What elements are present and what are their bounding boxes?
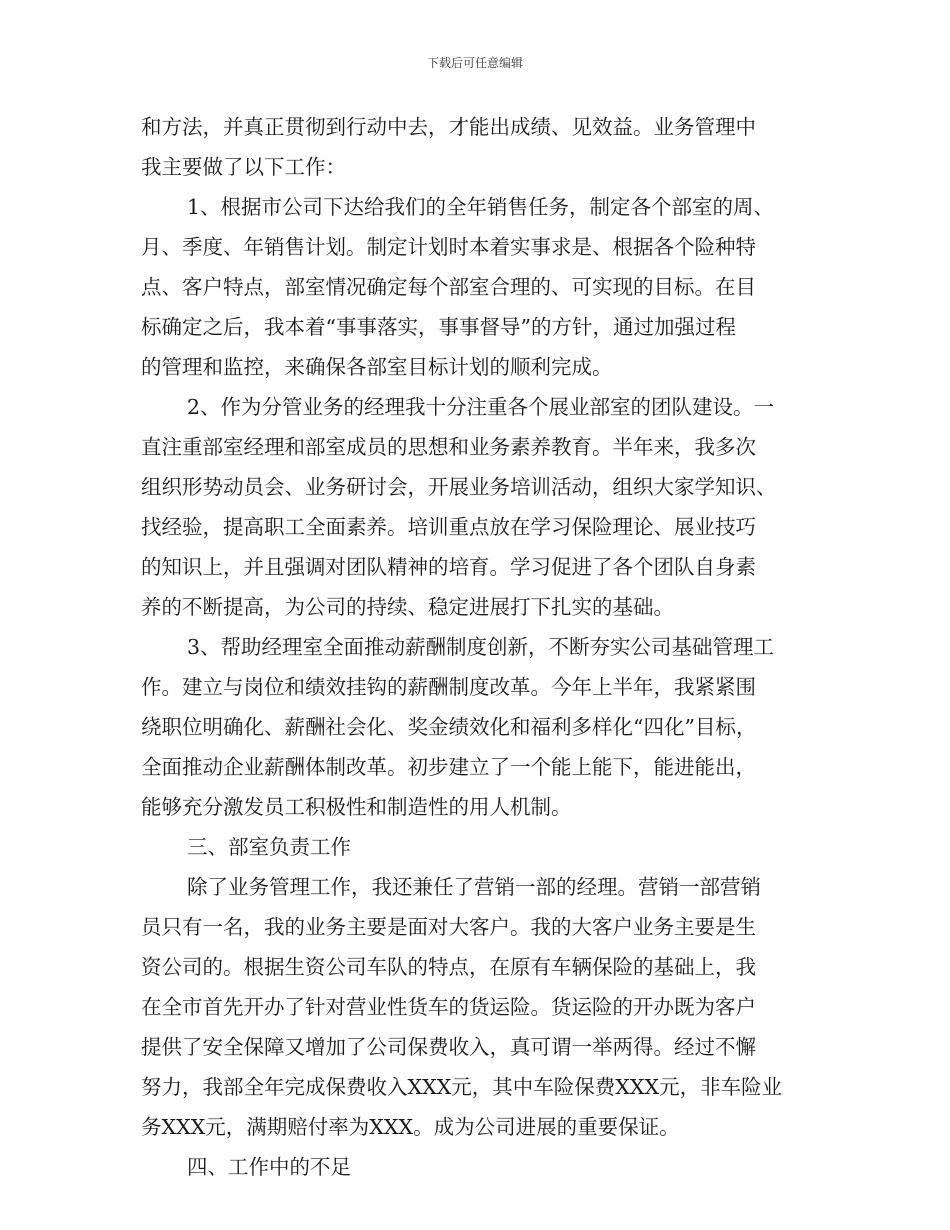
text-line: 点、客户特点，部室情况确定每个部室合理的、可实现的目标。在目 [141, 275, 756, 299]
text-line: 找经验，提高职工全面素养。培训重点放在学习保险理论、展业技巧 [141, 515, 756, 539]
text-line: 提供了安全保障又增加了公司保费收入，真可谓一举两得。经过不懈 [141, 1035, 756, 1059]
paragraph-start-line: 3、帮助经理室全面推动薪酬制度创新，不断夯实公司基础管理工 [187, 635, 775, 659]
document-body [141, 107, 813, 1187]
text-line: 作。建立与岗位和绩效挂钩的薪酬制度改革。今年上半年，我紧紧围 [141, 675, 756, 699]
paragraph-start-line: 除了业务管理工作，我还兼任了营销一部的经理。营销一部营销 [187, 875, 761, 899]
text-line: 资公司的。根据生资公司车队的特点，在原有车辆保险的基础上，我 [141, 955, 756, 979]
text-line: 月、季度、年销售计划。制定计划时本着实事求是、根据各个险种特 [141, 235, 756, 259]
section-heading: 三、部室负责工作 [187, 835, 351, 859]
text-line: 标确定之后，我本着“事事落实，事事督导”的方针，通过加强过程 [141, 315, 736, 339]
section-heading: 四、工作中的不足 [187, 1155, 351, 1179]
text-line: 绕职位明确化、薪酬社会化、奖金绩效化和福利多样化“四化”目标， [141, 715, 757, 739]
text-line: 全面推动企业薪酬体制改革。初步建立了一个能上能下，能进能出， [141, 755, 756, 779]
text-line: 养的不断提高，为公司的持续、稳定进展打下扎实的基础。 [141, 595, 674, 619]
text-line: 在全市首先开办了针对营业性货车的货运险。货运险的开办既为客户 [141, 995, 756, 1019]
text-line: 的管理和监控，来确保各部室目标计划的顺利完成。 [141, 355, 613, 379]
text-line: 和方法，并真正贯彻到行动中去，才能出成绩、见效益。业务管理中 [141, 115, 756, 139]
text-line: 组织形势动员会、业务研讨会，开展业务培训活动，组织大家学知识、 [141, 475, 777, 499]
page-header: 下载后可任意编辑 [426, 56, 523, 70]
text-line: 员只有一名，我的业务主要是面对大客户。我的大客户业务主要是生 [141, 915, 756, 939]
text-line: 我主要做了以下工作： [141, 155, 346, 179]
text-line: 的知识上，并且强调对团队精神的培育。学习促进了各个团队自身素 [141, 555, 756, 579]
text-line: 务XXX元，满期赔付率为XXX。成为公司进展的重要保证。 [141, 1115, 680, 1139]
text-line: 能够充分激发员工积极性和制造性的用人机制。 [141, 795, 572, 819]
text-line: 直注重部室经理和部室成员的思想和业务素养教育。半年来，我多次 [141, 435, 756, 459]
paragraph-start-line: 2、作为分管业务的经理我十分注重各个展业部室的团队建设。一 [187, 395, 775, 419]
text-line: 努力，我部全年完成保费收入XXX元，其中车险保费XXX元，非车险业 [141, 1075, 783, 1099]
paragraph-start-line: 1、根据市公司下达给我们的全年销售任务，制定各个部室的周、 [187, 195, 775, 219]
